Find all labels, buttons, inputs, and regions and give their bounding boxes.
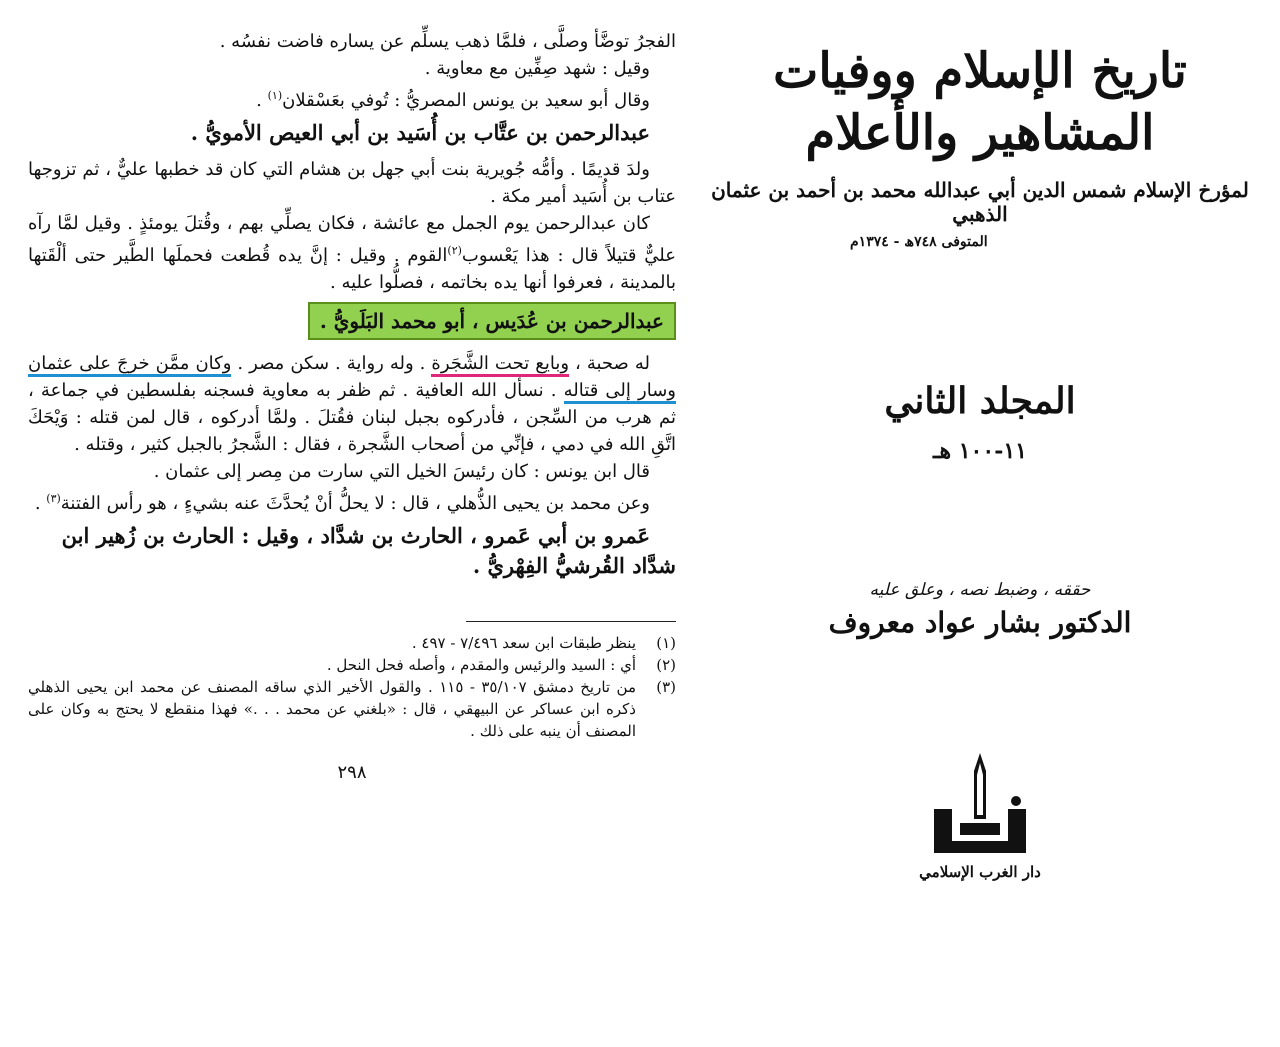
paragraph-tail: . [34, 493, 47, 514]
page-text-bottom [28, 458, 676, 581]
paragraph [28, 82, 676, 114]
paragraph-text: كان عبدالرحمن يوم الجمل مع عائشة ، فكان يصلِّي بهم ، وقُتلَ يومئذٍ . وقيل لمَّا رآه عليٌّ قتيلاً قال : هذا يَعْسوب [28, 213, 676, 266]
volume-title: المجلد الثاني [884, 380, 1076, 422]
footnote-text: من تاريخ دمشق ٣٥/١٠٧ - ١١٥ . والقول الأخير الذي ساقه المصنف عن محمد ابن يحيى الذهلي ذكره ابن عساكر عن البيهقي ، قال : «بلغني عن محمد . . .» فهذا منقطع لا يحتج به وكان على المصنف أن ينبه على ذلك . [28, 678, 636, 740]
biography-heading [28, 118, 676, 148]
book-title: تاريخ الإسلام ووفيات المشاهير والأعلام [773, 43, 1187, 161]
footnote-marker: (٣) [46, 492, 61, 505]
footnote [28, 676, 676, 742]
footnote-number: (٣) [656, 678, 676, 696]
para-before: له صحبة ، [569, 353, 650, 374]
publisher-logo-icon [920, 749, 1040, 859]
book-page [28, 28, 676, 1038]
footnote-marker: (١) [267, 89, 283, 102]
biography-heading [28, 521, 676, 581]
paragraph [28, 55, 676, 82]
highlighted-heading-wrap [28, 302, 676, 340]
editing-credit: حققه ، وضبط نصه ، وعلق عليه [869, 580, 1091, 600]
footnote-divider [466, 621, 676, 622]
footnote [28, 654, 676, 676]
footnote-marker: (٢) [447, 244, 462, 257]
paragraph-text: عَمرو بن أبي عَمرو ، الحارث بن شدَّاد ، وقيل : الحارث بن زُهير ابن شدَّاد القُرشيُّ الفِهْريُّ . [61, 523, 676, 578]
paragraph-text: قال ابن يونس : كان رئيسَ الخيل التي سارت من مِصر إلى عثمان . [153, 461, 650, 482]
paragraph [28, 485, 676, 517]
paragraph-text: وعن محمد بن يحيى الذُّهلي ، قال : لا يحلُّ أنْ يُحدَّثَ عنه بشيءٍ ، هو رأس الفتنة [60, 493, 650, 514]
pink-underlined-phrase: وبايع تحت الشَّجَرة [431, 353, 569, 377]
paragraph [28, 156, 676, 210]
footnote-text: ينظر طبقات ابن سعد ٧/٤٩٦ - ٤٩٧ . [411, 634, 636, 652]
footnote [28, 632, 676, 654]
footnotes [28, 632, 676, 742]
underlined-paragraph [28, 350, 676, 458]
page-text-top [28, 28, 676, 296]
editor-name: الدكتور بشار عواد معروف [828, 606, 1132, 639]
paragraph-tail: القوم . وقيل : إنَّ يده قُطعت فحملَها الطَّير حتى ألْقَتها بالمدينة ، فعرفوا أنها يده بخاتمه ، فصلُّوا عليه . [28, 245, 676, 293]
paragraph-text: وقيل : شهد صِفِّين مع معاوية . [424, 58, 650, 79]
highlighted-heading: عبدالرحمن بن عُدَيس ، أبو محمد البَلَويُّ . [308, 302, 676, 340]
blue-underlined-phrase: وكان ممَّن خرجَ على عثمان وسار إلى قتاله [28, 353, 676, 404]
paragraph-text: وقال أبو سعيد بن يونس المصريُّ : تُوفي بعَسْقلان [282, 90, 650, 111]
paragraph-text: عبدالرحمن بن عتَّاب بن أُسَيد بن أبي العيص الأمويُّ . [190, 120, 650, 145]
footnote-number: (١) [656, 634, 676, 652]
paragraph [28, 458, 676, 485]
paragraph-tail: . [256, 90, 268, 111]
book-author: لمؤرخ الإسلام شمس الدين أبي عبدالله محمد بن أحمد بن عثمان الذهبي [711, 178, 1249, 226]
paragraph-text: الفجرُ توضَّأ وصلَّى ، فلمَّا ذهب يسلِّم عن يساره فاضت نفسُه . [219, 31, 676, 52]
paragraph [28, 28, 676, 55]
para-mid: . وله رواية . سكن مصر . [231, 353, 432, 374]
footnote-number: (٢) [656, 656, 676, 674]
footnote-text: أي : السيد والرئيس والمقدم ، وأصله فحل النحل . [326, 656, 636, 674]
book-cover [700, 40, 1260, 1000]
volume-range: ١١-١٠٠ هـ [933, 438, 1027, 464]
author-death-date: المتوفى ٧٤٨ھ - ١٣٧٤م [850, 234, 988, 250]
para-after: . نسأل الله العافية . ثم ظفر به معاوية فسجنه بفلسطين في جماعة ، ثم هرب من السِّجن ، فأدركوه بجبل لبنان فقُتلَ . ولمَّا أدركوه ، قال لمن قتله : وَيْحَكَ اتَّقِ الله في دمي ، فإنِّي من أصحاب الشَّجرة ، فقال : الشَّجرُ بالجبل كثير ، وقتله . [28, 380, 676, 455]
publisher-name: دار الغرب الإسلامي [919, 863, 1041, 881]
paragraph-text: ولدَ قديمًا . وأمُّه جُويرية بنت أبي جهل بن هشام التي كان قد خطبها عليٌّ ، ثم تزوجها عتاب بن أُسَيد أمير مكة . [28, 159, 676, 207]
page-number: ٢٩٨ [337, 762, 367, 783]
paragraph [28, 210, 676, 296]
